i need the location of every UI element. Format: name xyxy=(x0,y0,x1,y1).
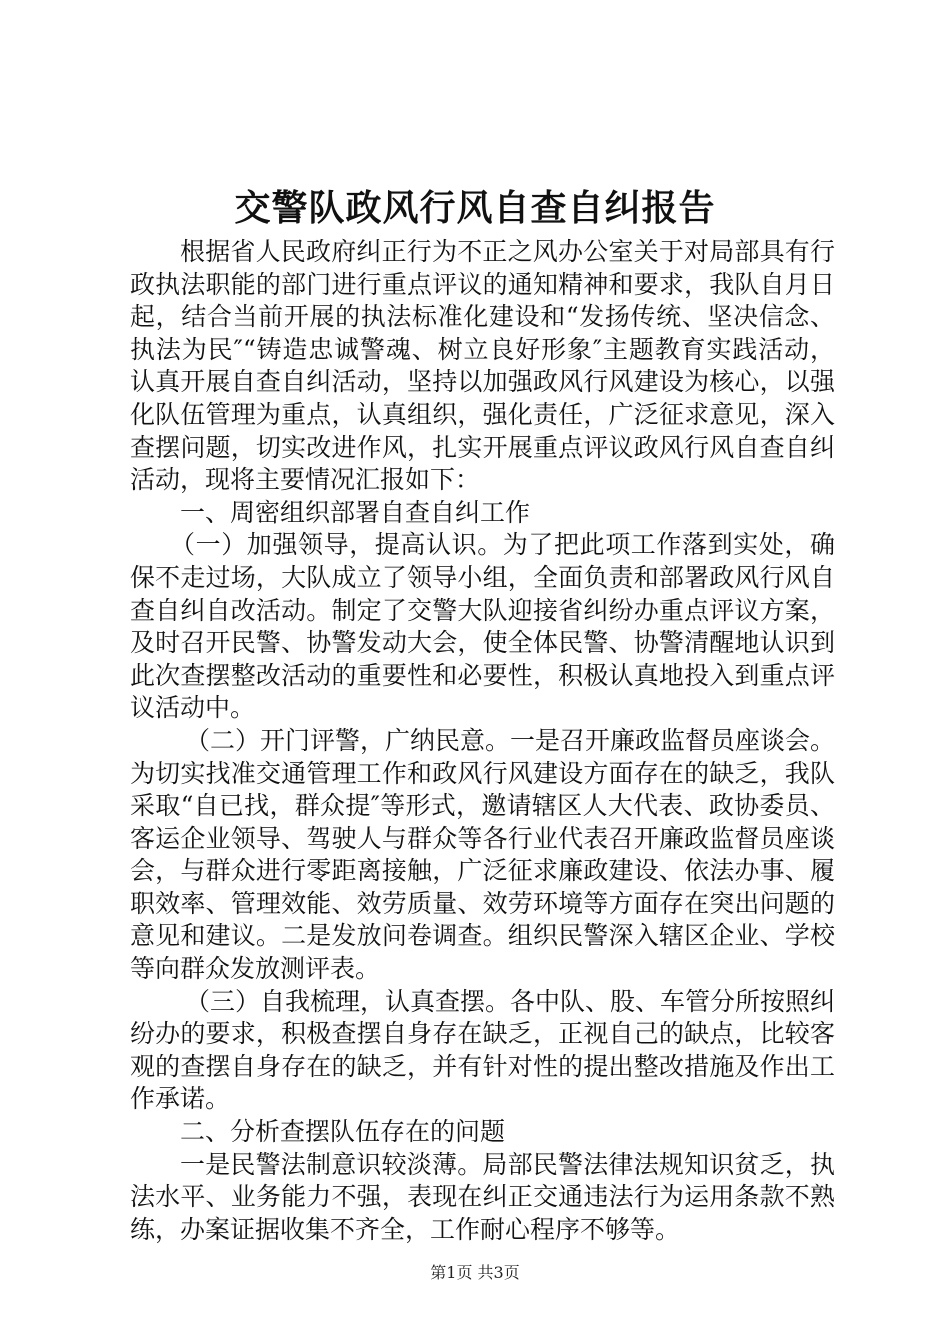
document-title: 交警队政风行风自查自纠报告 xyxy=(234,187,716,229)
paragraph-legal-awareness: 一是民警法制意识较淡薄。局部民警法律法规知识贫乏，执法水平、业务能力不强，表现在纠正交通违法行为运用条款不熟练，办案证据收集不齐全，工作耐心程序不够等。 xyxy=(130,1149,835,1244)
section-heading-2: 二、分析查摆队伍存在的问题 xyxy=(180,1117,506,1147)
paragraph-open-review: （二）开门评警，广纳民意。一是召开廉政监督员座谈会。为切实找准交通管理工作和政风行风建设方面存在的缺乏，我队采取“自已找，群众提″等形式，邀请辖区人大代表、政协委员、客运企业领导、驾驶人与群众等各行业代表召开廉政监督员座谈会，与群众进行零距离接触，广泛征求廉政建设、依法办事、履职效率、管理效能、效劳质量、效劳环境等方面存在突出问题的意见和建议。二是发放问卷调查。组织民警深入辖区企业、学校等向群众发放测评表。 xyxy=(130,725,836,984)
paragraph-intro: 根据省人民政府纠正行为不正之风办公室关于对局部具有行政执法职能的部门进行重点评议的通知精神和要求，我队自月日起，结合当前开展的执法标准化建设和“发扬传统、坚决信念、执法为民″“铸造忠诚警魂、树立良好形象″主题教育实践活动，认真开展自查自纠活动，坚持以加强政风行风建设为核心，以强化队伍管理为重点，认真组织，强化责任，广泛征求意见，深入查摆问题，切实改进作风，扎实开展重点评议政风行风自查自纠活动，现将主要情况汇报如下： xyxy=(130,237,835,495)
section-heading-1: 一、周密组织部署自查自纠工作 xyxy=(180,497,531,527)
page-indicator: 第1页 共3页 xyxy=(430,1263,520,1282)
paragraph-self-review: （三）自我梳理，认真查摆。各中队、股、车管分所按照纠纷办的要求，积极查摆自身存在缺乏，正视自己的缺点，比较客观的查摆自身存在的缺乏，并有针对性的提出整改措施及作出工作承诺。 xyxy=(130,986,836,1114)
paragraph-leadership: （一）加强领导，提高认识。为了把此项工作落到实处，确保不走过场，大队成立了领导小组，全面负责和部署政风行风自查自纠自改活动。制定了交警大队迎接省纠纷办重点评议方案，及时召开民警、协警发动大会，使全体民警、协警清醒地认识到此次查摆整改活动的重要性和必要性，积极认真地投入到重点评议活动中。 xyxy=(130,530,835,723)
document-body xyxy=(130,236,835,1246)
